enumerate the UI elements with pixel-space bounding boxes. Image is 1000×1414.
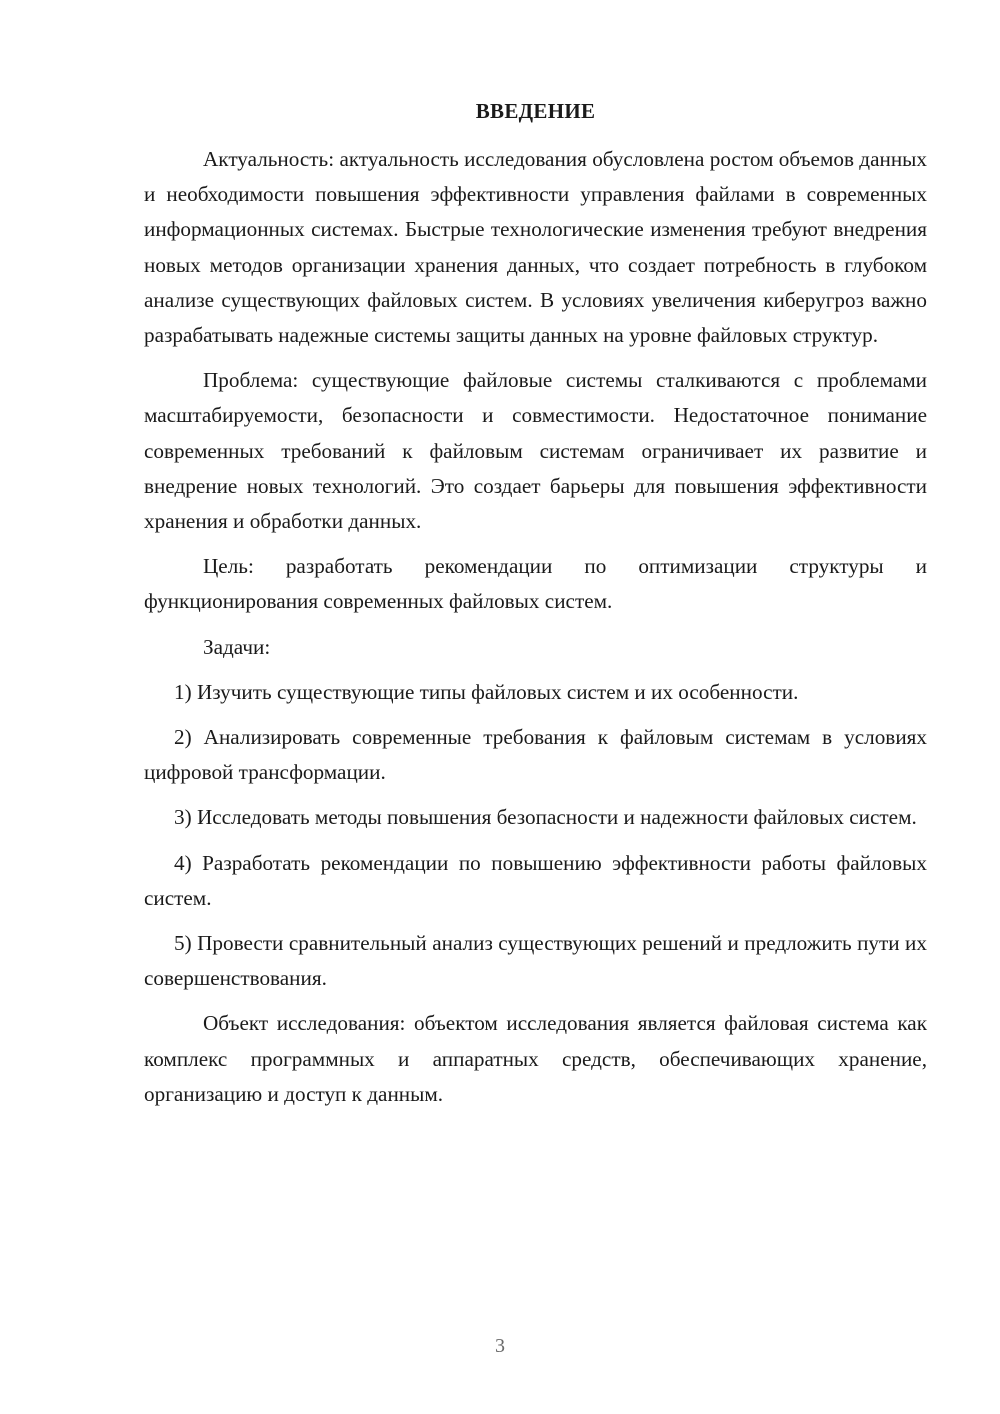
page-number: 3 — [495, 1335, 505, 1357]
paragraph-goal: Цель: разработать рекомендации по оптимизации структуры и функционирования современных файловых систем. — [144, 554, 927, 614]
document-body — [144, 142, 927, 1122]
task-item: 4) Разработать рекомендации по повышению эффективности работы файловых систем. — [144, 850, 927, 910]
task-item: 2) Анализировать современные требования к файловым системам в условиях цифровой трансформации. — [144, 725, 927, 785]
paragraph-problem: Проблема: существующие файловые системы сталкиваются с проблемами масштабируемости, безопасности и совместимости. Недостаточное понимание современных требований к файловым системам ограничивает их развитие и внедрение новых технологий. Это создает барьеры для повышения эффективности хранения и обработки данных. — [144, 368, 927, 534]
tasks-heading: Задачи: — [203, 634, 271, 659]
paragraph-relevance: Актуальность: актуальность исследования обусловлена ростом объемов данных и необходимости повышения эффективности управления файлами в современных информационных системах. Быстрые технологические изменения требуют внедрения новых методов организации хранения данных, что создает потребность в глубоком анализе существующих файловых систем. В условиях увеличения киберугроз важно разрабатывать надежные системы защиты данных на уровне файловых структур. — [144, 147, 927, 348]
paragraph-object: Объект исследования: объектом исследования является файловая система как комплекс программных и аппаратных средств, обеспечивающих хранение, организацию и доступ к данным. — [144, 1011, 927, 1106]
task-item: 5) Провести сравнительный анализ существующих решений и предложить пути их совершенствования. — [144, 931, 927, 991]
task-item: 1) Изучить существующие типы файловых систем и их особенности. — [174, 679, 799, 704]
section-title: ВВЕДЕНИЕ — [475, 99, 596, 123]
task-item: 3) Исследовать методы повышения безопасности и надежности файловых систем. — [174, 805, 917, 830]
